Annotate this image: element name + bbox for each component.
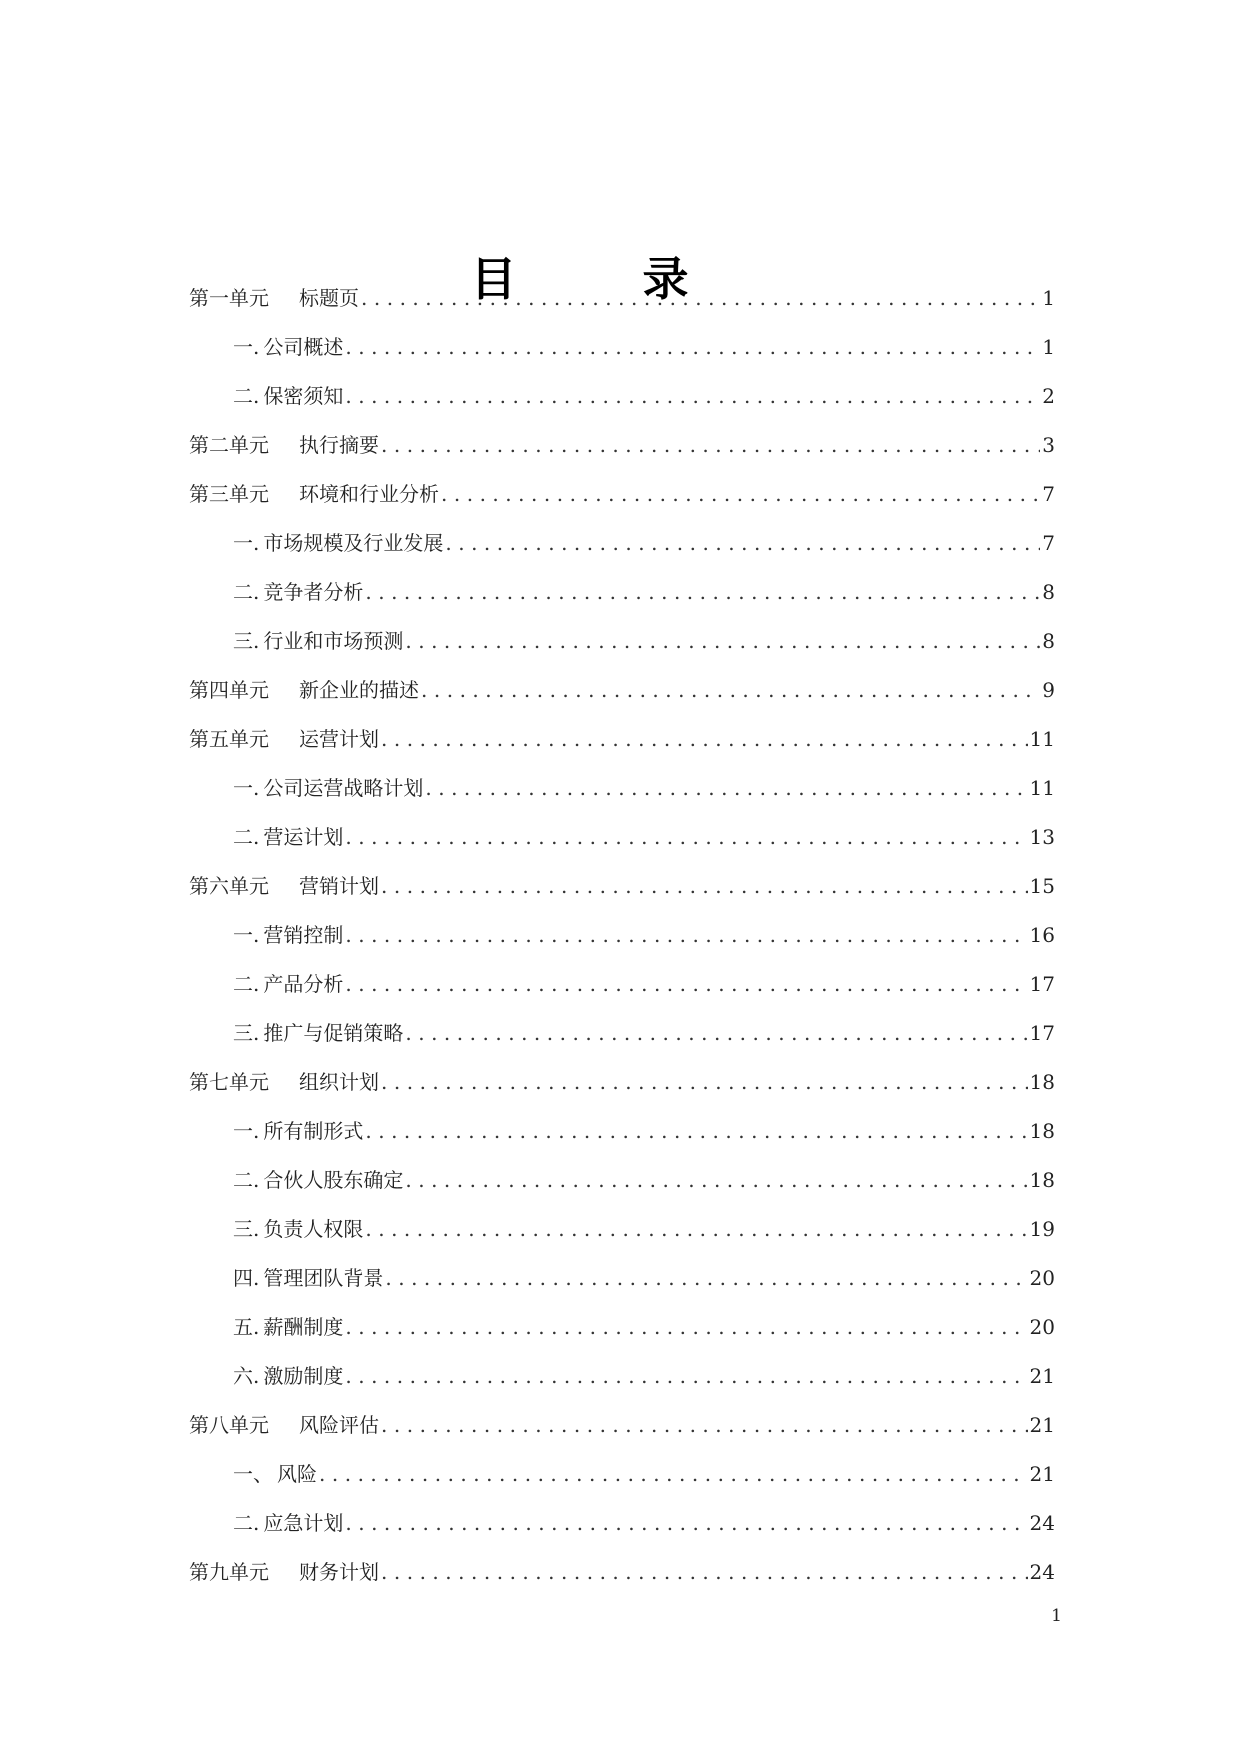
toc-entry-label <box>189 725 379 753</box>
toc-entry-page: 1 <box>1042 335 1055 359</box>
toc-entry-page: 11 <box>1029 776 1055 800</box>
toc-entry-page: 13 <box>1029 825 1055 849</box>
toc-entry-prefix: 三. <box>233 629 260 653</box>
toc-entry[interactable] <box>189 627 1055 676</box>
toc-entry-prefix: 一. <box>233 923 260 947</box>
toc-entry-prefix: 三. <box>233 1217 260 1241</box>
toc-entry[interactable] <box>189 1362 1055 1411</box>
toc-entry-text: 运营计划 <box>299 727 379 751</box>
toc-leader-dots <box>345 1509 1027 1537</box>
toc-entry-text: 应急计划 <box>263 1511 344 1535</box>
toc-entry-label <box>233 921 343 949</box>
toc-entry-label <box>233 1019 403 1047</box>
toc-entry-page: 11 <box>1029 727 1055 751</box>
toc-entry-label <box>189 431 379 459</box>
toc-entry-prefix: 六. <box>233 1364 260 1388</box>
toc-entry-prefix: 一. <box>233 531 260 555</box>
toc-entry[interactable] <box>189 529 1055 578</box>
toc-entry-page: 24 <box>1029 1560 1055 1584</box>
toc-entry[interactable] <box>189 480 1055 529</box>
toc-leader-dots <box>345 382 1040 410</box>
toc-entry-prefix: 二. <box>233 1511 260 1535</box>
toc-entry-text: 激励制度 <box>263 1364 344 1388</box>
toc-entry-page: 24 <box>1029 1511 1055 1535</box>
toc-entry-prefix: 第二单元 <box>189 433 269 457</box>
toc-title: 目 录 <box>470 251 729 306</box>
toc-entry-label <box>233 1460 317 1488</box>
toc-entry[interactable] <box>189 1019 1055 1068</box>
toc-entry-page: 7 <box>1042 482 1055 506</box>
toc-entry-text: 环境和行业分析 <box>299 482 439 506</box>
toc-entry-page: 16 <box>1029 923 1055 947</box>
toc-entry[interactable] <box>189 578 1055 627</box>
toc-entry-label <box>189 676 419 704</box>
toc-entry-text: 保密须知 <box>263 384 344 408</box>
toc-entry[interactable] <box>189 1264 1055 1313</box>
toc-entry-prefix: 第三单元 <box>189 482 269 506</box>
toc-entry-label <box>233 382 343 410</box>
toc-entry-label <box>189 1558 379 1586</box>
toc-entry-text: 推广与促销策略 <box>263 1021 404 1045</box>
toc-entry-text: 市场规模及行业发展 <box>263 531 444 555</box>
toc-leader-dots <box>421 676 1040 704</box>
toc-entry-prefix: 第一单元 <box>189 286 269 310</box>
toc-entry[interactable] <box>189 333 1055 382</box>
toc-entry-label <box>233 1509 343 1537</box>
toc-entry-page: 19 <box>1029 1217 1055 1241</box>
toc-entry-page: 9 <box>1042 678 1055 702</box>
toc-entry-page: 18 <box>1029 1070 1055 1094</box>
toc-entry-text: 产品分析 <box>263 972 344 996</box>
toc-entry-text: 执行摘要 <box>299 433 379 457</box>
toc-entry-label <box>233 578 363 606</box>
toc-entry-prefix: 三. <box>233 1021 260 1045</box>
toc-entry-prefix: 第九单元 <box>189 1560 269 1584</box>
toc-entry[interactable] <box>189 823 1055 872</box>
toc-entry[interactable] <box>189 1313 1055 1362</box>
toc-entry[interactable] <box>189 1068 1055 1117</box>
toc-entry-prefix: 四. <box>233 1266 260 1290</box>
toc-leader-dots <box>385 1264 1027 1292</box>
toc-entry-label <box>233 1264 383 1292</box>
toc-entry-page: 1 <box>1042 286 1055 310</box>
toc-entry-prefix: 第七单元 <box>189 1070 269 1094</box>
toc-entry-page: 8 <box>1042 629 1055 653</box>
toc-entry-page: 21 <box>1029 1364 1055 1388</box>
toc-entry-label <box>189 284 359 312</box>
toc-entry-label <box>233 627 403 655</box>
toc-leader-dots <box>345 970 1027 998</box>
toc-entry-label <box>233 823 343 851</box>
toc-entry-text: 标题页 <box>299 286 359 310</box>
toc-leader-dots <box>441 480 1040 508</box>
toc-entry-text: 风险评估 <box>299 1413 379 1437</box>
toc-leader-dots <box>381 1068 1028 1096</box>
toc-entry-text: 薪酬制度 <box>263 1315 344 1339</box>
toc-leader-dots <box>425 774 1027 802</box>
toc-entry[interactable] <box>189 1558 1055 1607</box>
toc-leader-dots <box>381 872 1028 900</box>
toc-entry-text: 财务计划 <box>299 1560 379 1584</box>
toc-entry-text: 公司运营战略计划 <box>263 776 424 800</box>
toc-leader-dots <box>345 333 1040 361</box>
toc-leader-dots <box>365 578 1040 606</box>
toc-entry[interactable] <box>189 970 1055 1019</box>
toc-entry-label <box>233 529 443 557</box>
toc-entry-page: 2 <box>1042 384 1055 408</box>
toc-entry-label <box>233 1166 403 1194</box>
page-number: 1 <box>1051 1606 1062 1626</box>
toc-entry[interactable] <box>189 431 1055 480</box>
toc-entry-page: 18 <box>1029 1119 1055 1143</box>
toc-entry-label <box>189 872 379 900</box>
toc-entry-page: 20 <box>1029 1266 1055 1290</box>
toc-entry[interactable] <box>189 1117 1055 1166</box>
toc-entry-prefix: 一. <box>233 776 260 800</box>
toc-leader-dots <box>381 725 1028 753</box>
toc-leader-dots <box>381 1411 1028 1439</box>
toc-entry[interactable] <box>189 1166 1055 1215</box>
toc-entry-label <box>189 480 439 508</box>
toc-entry[interactable] <box>189 676 1055 725</box>
toc-entry-label <box>233 1313 343 1341</box>
toc-entry[interactable] <box>189 284 1055 333</box>
toc-leader-dots <box>405 627 1040 655</box>
toc-leader-dots <box>405 1019 1027 1047</box>
toc-entry-text: 营运计划 <box>263 825 344 849</box>
toc-leader-dots <box>381 431 1040 459</box>
toc-entry-label <box>189 1411 379 1439</box>
toc-entry-text: 所有制形式 <box>263 1119 364 1143</box>
toc-leader-dots <box>345 1313 1027 1341</box>
toc-leader-dots <box>345 1362 1027 1390</box>
toc-entry-prefix: 一、 <box>233 1462 273 1486</box>
toc-entry-prefix: 二. <box>233 972 260 996</box>
toc-entry-page: 21 <box>1029 1462 1055 1486</box>
toc-entry[interactable] <box>189 1215 1055 1264</box>
toc-entry-label <box>233 970 343 998</box>
toc-entry-text: 负责人权限 <box>263 1217 364 1241</box>
toc-entry-page: 20 <box>1029 1315 1055 1339</box>
toc-entry-text: 管理团队背景 <box>263 1266 384 1290</box>
table-of-contents <box>189 284 1055 1607</box>
toc-leader-dots <box>365 1215 1027 1243</box>
toc-entry-text: 组织计划 <box>299 1070 379 1094</box>
toc-entry-label <box>233 1215 363 1243</box>
toc-entry-prefix: 二. <box>233 825 260 849</box>
toc-leader-dots <box>365 1117 1027 1145</box>
toc-entry-text: 营销计划 <box>299 874 379 898</box>
toc-entry-prefix: 五. <box>233 1315 260 1339</box>
toc-entry-prefix: 第四单元 <box>189 678 269 702</box>
toc-entry-label <box>189 1068 379 1096</box>
toc-entry-prefix: 二. <box>233 580 260 604</box>
toc-leader-dots <box>361 284 1040 312</box>
toc-entry[interactable] <box>189 921 1055 970</box>
toc-entry-page: 8 <box>1042 580 1055 604</box>
toc-entry-prefix: 第八单元 <box>189 1413 269 1437</box>
toc-entry-prefix: 一. <box>233 335 260 359</box>
toc-leader-dots <box>405 1166 1027 1194</box>
toc-entry-text: 风险 <box>277 1462 317 1486</box>
toc-entry[interactable] <box>189 774 1055 823</box>
toc-entry-label <box>233 1362 343 1390</box>
toc-entry-text: 竞争者分析 <box>263 580 364 604</box>
toc-entry-label <box>233 333 343 361</box>
toc-entry-label <box>233 1117 363 1145</box>
toc-entry-page: 17 <box>1029 972 1055 996</box>
toc-entry[interactable] <box>189 1509 1055 1558</box>
toc-entry-page: 3 <box>1042 433 1055 457</box>
toc-entry[interactable] <box>189 1460 1055 1509</box>
toc-leader-dots <box>319 1460 1028 1488</box>
toc-entry-prefix: 一. <box>233 1119 260 1143</box>
toc-entry[interactable] <box>189 1411 1055 1460</box>
toc-entry-text: 公司概述 <box>263 335 344 359</box>
toc-entry-page: 21 <box>1029 1413 1055 1437</box>
toc-leader-dots <box>345 921 1027 949</box>
toc-entry-prefix: 第五单元 <box>189 727 269 751</box>
toc-entry-prefix: 第六单元 <box>189 874 269 898</box>
toc-entry-text: 新企业的描述 <box>299 678 419 702</box>
toc-entry-text: 行业和市场预测 <box>263 629 404 653</box>
toc-entry[interactable] <box>189 382 1055 431</box>
toc-entry-prefix: 二. <box>233 384 260 408</box>
toc-entry-text: 营销控制 <box>263 923 344 947</box>
toc-entry-page: 18 <box>1029 1168 1055 1192</box>
toc-leader-dots <box>445 529 1040 557</box>
toc-entry[interactable] <box>189 872 1055 921</box>
toc-entry-page: 7 <box>1042 531 1055 555</box>
toc-entry[interactable] <box>189 725 1055 774</box>
toc-leader-dots <box>381 1558 1028 1586</box>
toc-entry-page: 17 <box>1029 1021 1055 1045</box>
toc-entry-text: 合伙人股东确定 <box>263 1168 404 1192</box>
toc-entry-label <box>233 774 423 802</box>
toc-entry-prefix: 二. <box>233 1168 260 1192</box>
toc-leader-dots <box>345 823 1027 851</box>
toc-entry-page: 15 <box>1029 874 1055 898</box>
